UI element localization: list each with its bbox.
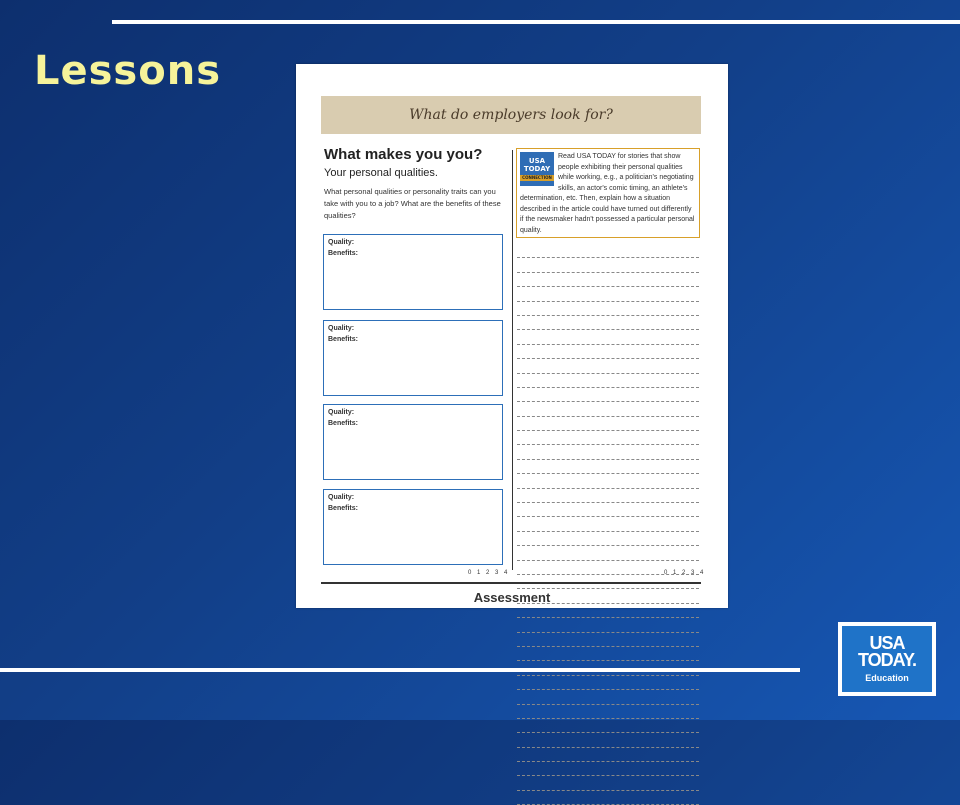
worksheet-banner: [321, 96, 701, 134]
logo-globe-icon: [842, 626, 932, 692]
top-rule: [112, 20, 960, 24]
quality-label: Quality:: [328, 239, 355, 246]
logo-line-3: Education: [865, 673, 909, 683]
worksheet-image: [296, 64, 728, 608]
connection-text: Read USA TODAY for stories that show people exhibiting their personal qualities while working, e.g., a politician's negotiating skills, an actor's comic timing, an athlete's determination, etc. Then, explain how a situation described in the article could have turned out differently if the newsmaker hadn't possessed a particular personal quality.: [520, 153, 695, 234]
assessment-label: Assessment: [473, 590, 551, 605]
bottom-rule: [0, 668, 800, 672]
assessment-rule: [321, 582, 701, 584]
worksheet-prompt: What personal qualities or personality traits can you take with you to a job? What are the benefits of these qualities?: [324, 187, 501, 220]
usa-today-connection-logo: USA TODAY CONNECTION: [520, 152, 554, 186]
quality-box: [323, 234, 503, 310]
benefits-label: Benefits:: [328, 505, 358, 512]
writing-lines: [517, 244, 699, 805]
logo-line-2: TODAY.: [857, 650, 917, 670]
quality-label: Quality:: [328, 325, 355, 332]
banner-text: What do employers look for?: [409, 107, 613, 123]
quality-box: [323, 320, 503, 396]
score-scale-right: 0 1 2 3 4: [664, 570, 706, 576]
worksheet-subheading: Your personal qualities.: [324, 167, 438, 179]
column-divider: [512, 150, 513, 570]
benefits-label: Benefits:: [328, 336, 358, 343]
logo-line-1: USA: [869, 633, 905, 653]
usa-today-education-logo: [838, 622, 936, 696]
score-scale-left: 0 1 2 3 4: [468, 570, 510, 576]
quality-label: Quality:: [328, 409, 355, 416]
quality-box: [323, 489, 503, 565]
slide-title: Lessons: [34, 48, 221, 94]
worksheet-heading: What makes you you?: [324, 146, 483, 163]
benefits-label: Benefits:: [328, 420, 358, 427]
quality-box: [323, 404, 503, 480]
benefits-label: Benefits:: [328, 250, 358, 257]
usa-today-connection-box: [516, 148, 700, 238]
quality-label: Quality:: [328, 494, 355, 501]
